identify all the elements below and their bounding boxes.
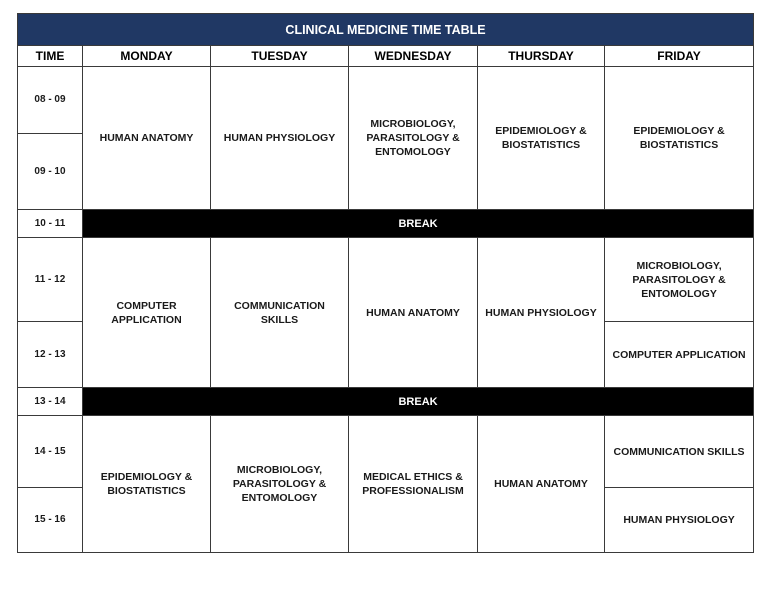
class-cell-tuesday: MICROBIOLOGY, PARASITOLOGY & ENTOMOLOGY	[211, 416, 349, 553]
header-time: TIME	[18, 46, 83, 67]
break-row: BREAK	[83, 210, 754, 238]
class-cell-monday: HUMAN ANATOMY	[83, 67, 211, 210]
class-cell-wednesday: MICROBIOLOGY, PARASITOLOGY & ENTOMOLOGY	[349, 67, 478, 210]
time-slot: 13 - 14	[18, 388, 83, 416]
class-cell-tuesday: HUMAN PHYSIOLOGY	[211, 67, 349, 210]
class-cell-tuesday: COMMUNICATION SKILLS	[211, 238, 349, 388]
time-slot: 11 - 12	[18, 238, 83, 322]
time-slot: 12 - 13	[18, 322, 83, 388]
class-cell-wednesday: HUMAN ANATOMY	[349, 238, 478, 388]
time-slot: 09 - 10	[18, 134, 83, 210]
time-slot: 14 - 15	[18, 416, 83, 488]
class-cell-thursday: HUMAN PHYSIOLOGY	[478, 238, 605, 388]
header-monday: MONDAY	[83, 46, 211, 67]
class-cell-friday: COMMUNICATION SKILLS	[605, 416, 754, 488]
header-wednesday: WEDNESDAY	[349, 46, 478, 67]
class-cell-friday: COMPUTER APPLICATION	[605, 322, 754, 388]
class-cell-thursday: EPIDEMIOLOGY & BIOSTATISTICS	[478, 67, 605, 210]
header-friday: FRIDAY	[605, 46, 754, 67]
timetable-title: CLINICAL MEDICINE TIME TABLE	[18, 14, 754, 46]
timetable	[17, 13, 754, 553]
class-cell-friday: HUMAN PHYSIOLOGY	[605, 488, 754, 553]
time-slot: 10 - 11	[18, 210, 83, 238]
class-cell-monday: COMPUTER APPLICATION	[83, 238, 211, 388]
header-tuesday: TUESDAY	[211, 46, 349, 67]
time-slot: 15 - 16	[18, 488, 83, 553]
class-cell-thursday: HUMAN ANATOMY	[478, 416, 605, 553]
break-row: BREAK	[83, 388, 754, 416]
class-cell-friday: MICROBIOLOGY, PARASITOLOGY & ENTOMOLOGY	[605, 238, 754, 322]
time-slot: 08 - 09	[18, 67, 83, 134]
class-cell-monday: EPIDEMIOLOGY & BIOSTATISTICS	[83, 416, 211, 553]
class-cell-wednesday: MEDICAL ETHICS & PROFESSIONALISM	[349, 416, 478, 553]
class-cell-friday: EPIDEMIOLOGY & BIOSTATISTICS	[605, 67, 754, 210]
header-thursday: THURSDAY	[478, 46, 605, 67]
